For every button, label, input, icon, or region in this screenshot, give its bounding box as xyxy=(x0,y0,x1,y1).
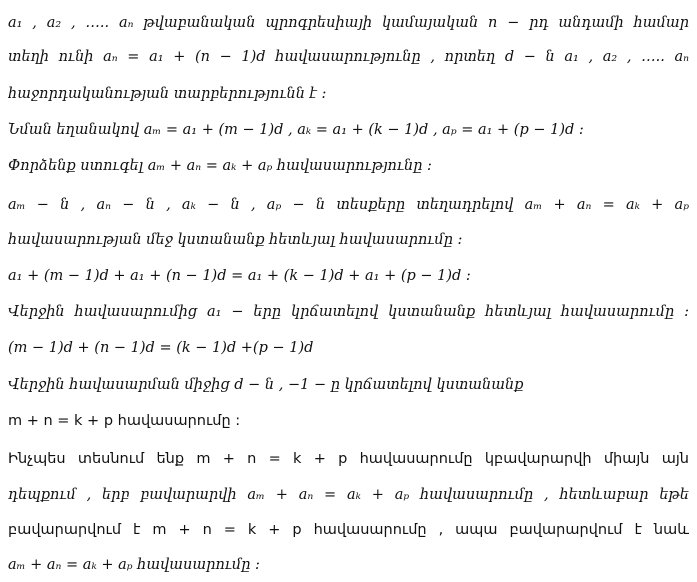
text-line-2: տեղի ունի aₙ = a₁ + (n − 1)d հավասարությունը , որտեղ d − ն a₁ , a₂ , ….. aₙ xyxy=(8,49,689,65)
text-line-12: m + n = k + p հավասարումը : xyxy=(8,413,241,429)
text-line-5: Փորձենք ստուգել aₘ + aₙ = aₖ + aₚ հավասարությունը : xyxy=(8,158,432,174)
text-line-7: հավասարության մեջ կստանանք հետևյալ հավասարումը : xyxy=(8,232,463,248)
text-line-11: Վերջին հավասարման միջից d − ն , −1 − ը կրճատելով կստանանք xyxy=(8,377,524,393)
text-line-13: Ինչպես տեսնում ենք m + n = k + p հավասարումը կբավարարվի միայն այն xyxy=(8,451,689,467)
text-line-8: a₁ + (m − 1)d + a₁ + (n − 1)d = a₁ + (k − 1)d + a₁ + (p − 1)d : xyxy=(8,268,471,284)
text-line-4: Նման եղանակով aₘ = a₁ + (m − 1)d , aₖ = a₁ + (k − 1)d , aₚ = a₁ + (p − 1)d : xyxy=(8,122,584,138)
text-line-3: հաջորդականության տարբերությունն է : xyxy=(8,86,327,102)
text-line-15: բավարարվում է m + n = k + p հավասարումը , ապա բավարարվում է նաև xyxy=(8,522,689,538)
text-line-10: (m − 1)d + (n − 1)d = (k − 1)d +(p − 1)d xyxy=(8,340,314,356)
text-line-16: aₘ + aₙ = aₖ + aₚ հավասարումը : xyxy=(8,557,260,573)
text-line-9: Վերջին հավասարումից a₁ − երը կրճատելով կստանանք հետևյալ հավասարումը : xyxy=(8,304,689,320)
text-line-6: aₘ − ն , aₙ − ն , aₖ − ն , aₚ − ն տեսքերը տեղադրելով aₘ + aₙ = aₖ + aₚ xyxy=(8,197,689,213)
text-line-1: a₁ , a₂ , ….. aₙ թվաբանական պրոգրեսիայի կամայական n − րդ անդամի համար xyxy=(8,15,689,31)
text-line-14: դեպքում , երբ բավարարվի aₘ + aₙ = aₖ + aₚ հավասարումը , հետևաբար եթե xyxy=(8,487,689,503)
